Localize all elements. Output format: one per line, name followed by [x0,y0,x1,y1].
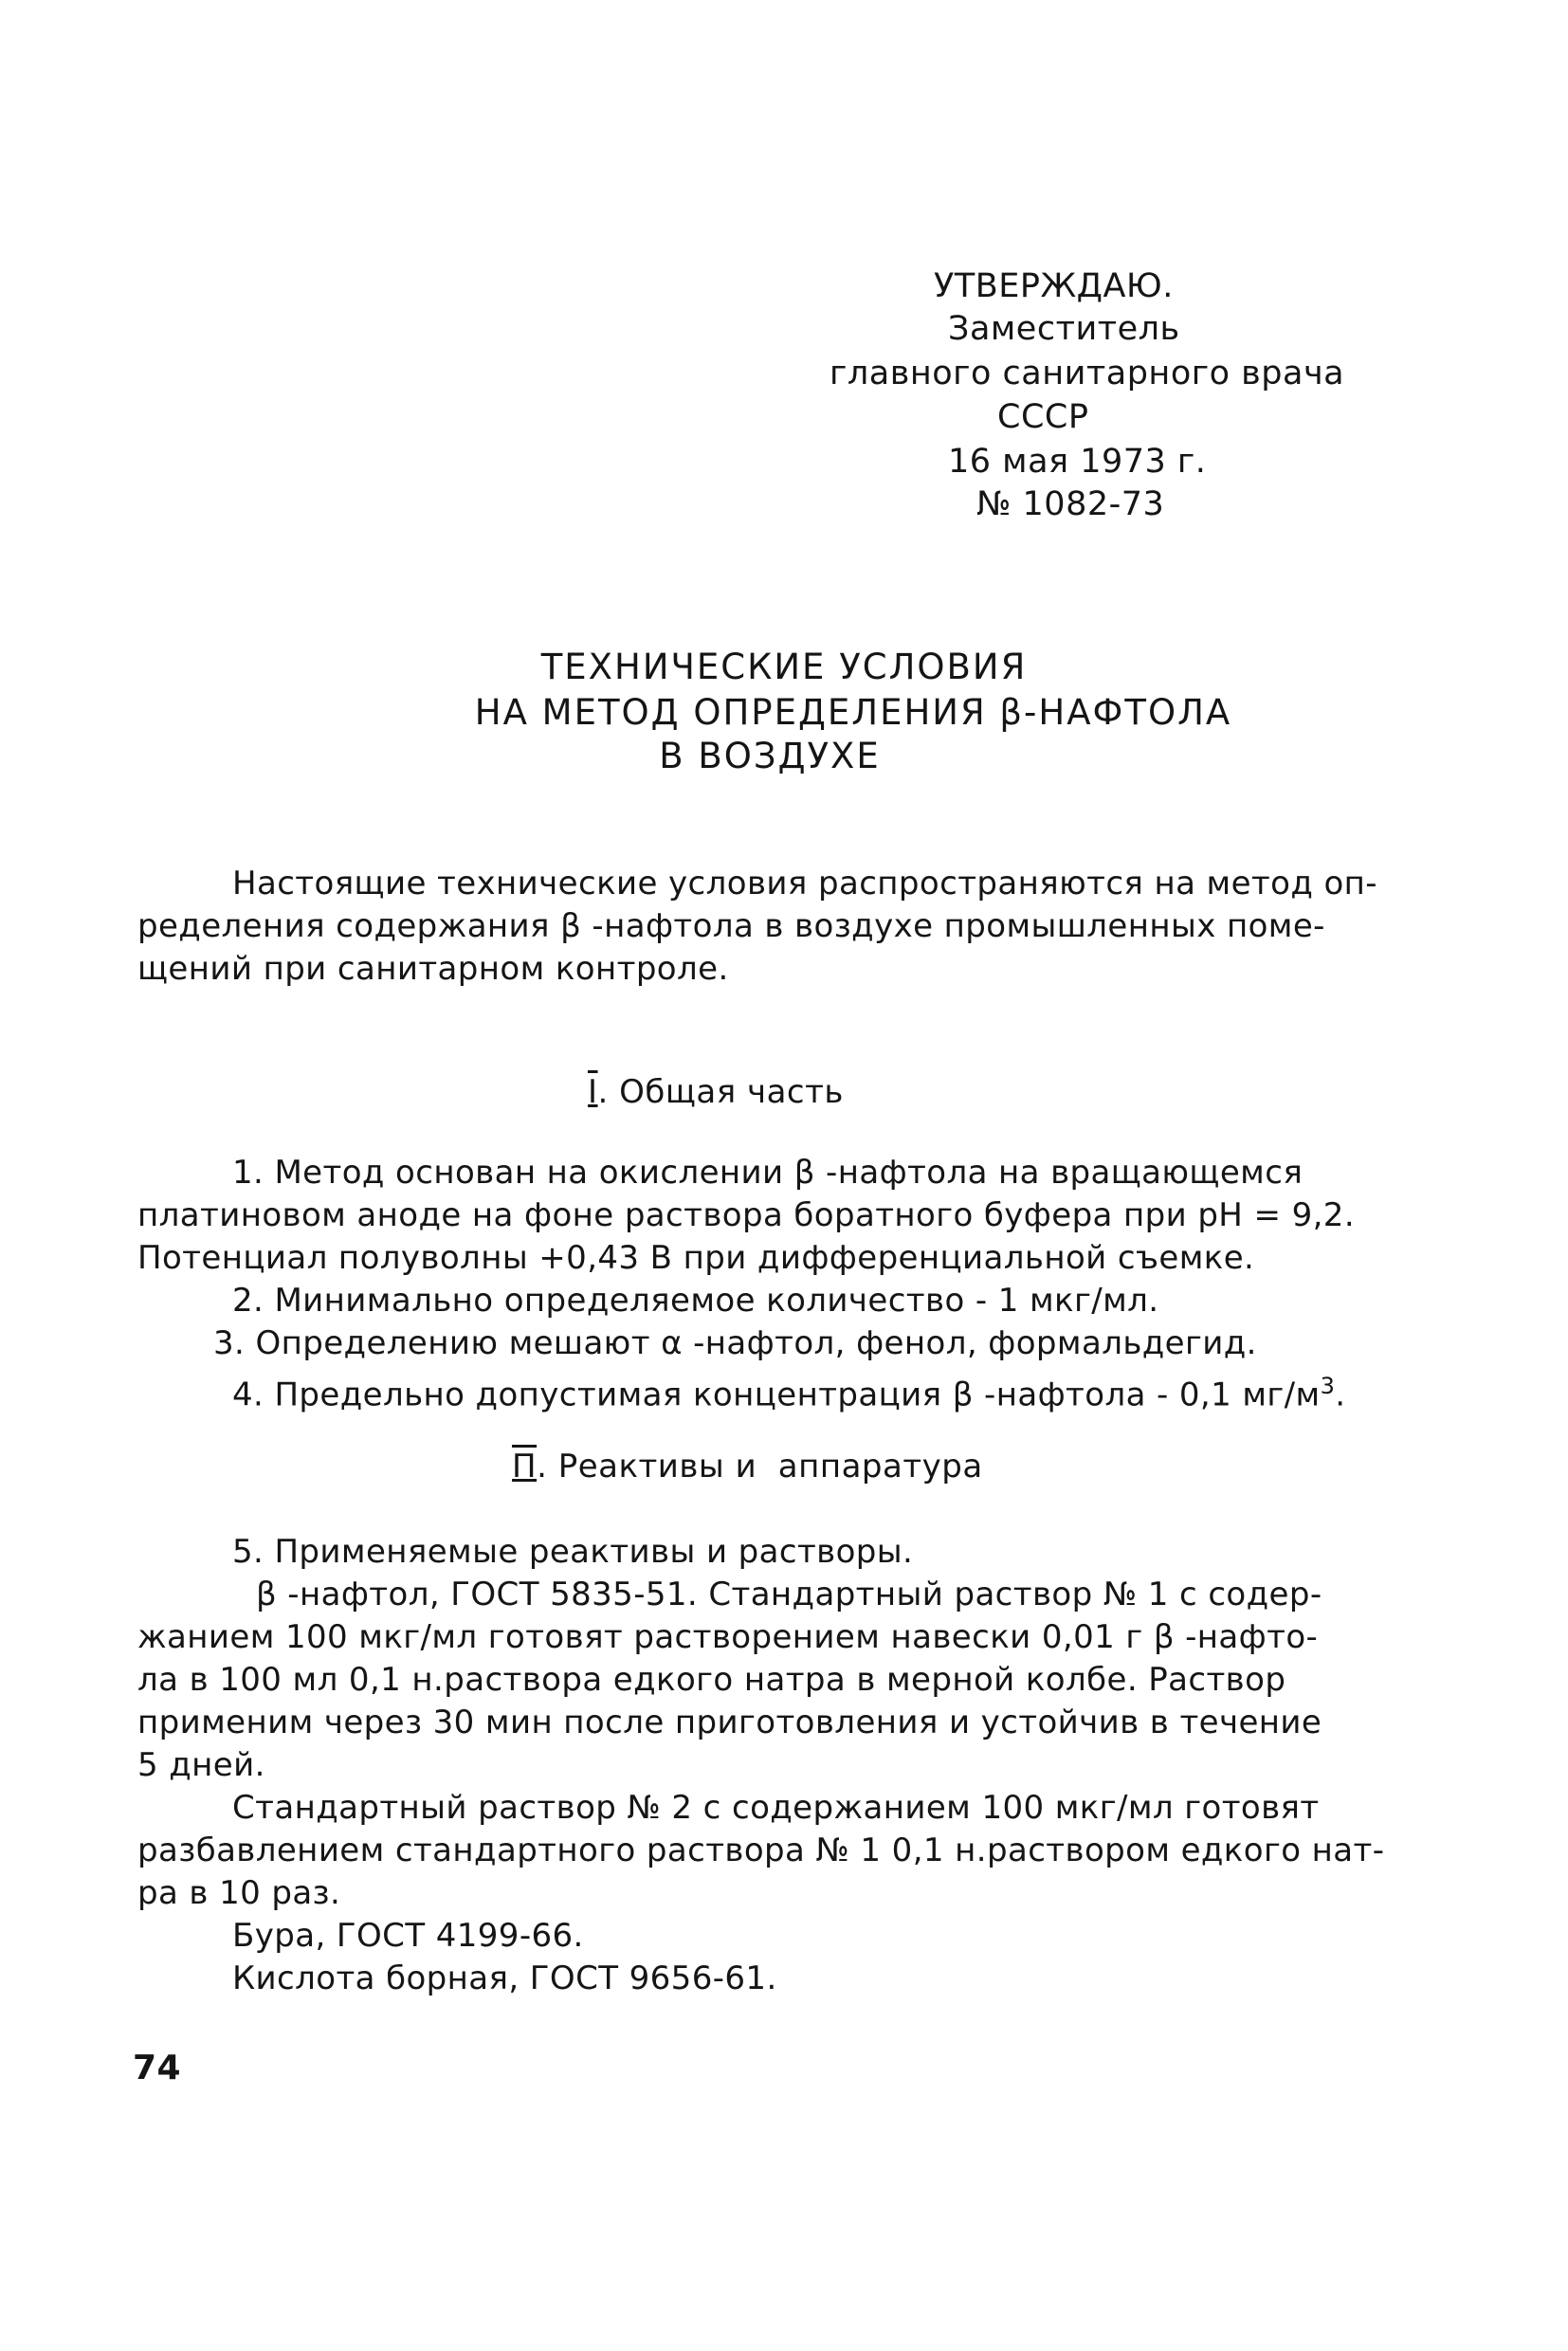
approval-deputy: Заместитель [948,310,1180,348]
standard-solution-line: ра в 10 раз. [137,1874,341,1912]
intro-paragraph [137,863,1427,991]
title-line-3: В ВОЗДУХЕ [659,736,881,776]
reagent-paragraph-line: β -нафтол, ГОСТ 5835-51. Стандартный раствор № 1 с содер- [256,1576,1322,1613]
title-line-2: НА МЕТОД ОПРЕДЕЛЕНИЯ β-НАФТОЛА [474,692,1232,733]
standard-solution-line: разбавлением стандартного раствора № 1 0,1 н.раствором едкого нат- [137,1832,1385,1869]
item-3: 3. Определению мешают α -нафтол, фенол, формальдегид. [213,1324,1257,1362]
item-2: 2. Минимально определяемое количество - 1 мкг/мл. [232,1282,1159,1320]
item-5: 5. Применяемые реактивы и растворы. [232,1533,914,1571]
title-line-1: ТЕХНИЧЕСКИЕ УСЛОВИЯ [540,647,1028,687]
section-1-body [137,1152,1427,1416]
reagent-paragraph-line: ла в 100 мл 0,1 н.раствора едкого натра в мерной колбе. Раствор [137,1661,1286,1699]
section-1-heading [588,1071,844,1113]
section-2-numeral: П [512,1448,538,1485]
section-2-heading [512,1446,983,1487]
item-1-line: 1. Метод основан на окислении β -нафтола на вращающемся [232,1154,1304,1192]
item-1-line: Потенциал полуволны +0,43 В при дифференциальной съемке. [137,1239,1255,1277]
section-1-numeral: I [588,1073,598,1111]
approval-heading: УТВЕРЖДАЮ. [934,267,1174,305]
item-4 [137,1365,1427,1416]
reagent-borax: Бура, ГОСТ 4199-66. [232,1917,584,1955]
standard-solution-line: Стандартный раствор № 2 с содержанием 100 мкг/мл готовят [232,1789,1320,1827]
intro-line: щений при санитарном контроле. [137,950,729,988]
reagent-paragraph-line: 5 дней. [137,1746,265,1784]
section-2-body [137,1531,1427,2000]
reagent-boric-acid: Кислота борная, ГОСТ 9656-61. [232,1959,777,1997]
approval-number: № 1082-73 [976,485,1165,523]
item-4-text: 4. Предельно допустимая концентрация β -нафтола - 0,1 мг/м [232,1376,1321,1414]
approval-country: СССР [997,398,1089,436]
section-1-title: . Общая часть [597,1073,844,1111]
intro-line: ределения содержания β -нафтола в воздухе промышленных поме- [137,907,1325,945]
page-number: 74 [133,2049,182,2087]
item-4-superscript: 3 [1320,1373,1336,1399]
intro-line: Настоящие технические условия распространяются на метод оп- [232,865,1377,902]
item-1-line: платиновом аноде на фоне раствора боратного буфера при pH = 9,2. [137,1196,1356,1234]
reagent-paragraph-line: жанием 100 мкг/мл готовят растворением навески 0,01 г β -нафто- [137,1618,1319,1656]
section-2-title: . Реактивы и аппаратура [537,1448,983,1485]
item-4-end: . [1335,1376,1346,1414]
reagent-paragraph-line: применим через 30 мин после приготовления и устойчив в течение [137,1704,1322,1741]
approval-position: главного санитарного врача [830,355,1345,392]
approval-date: 16 мая 1973 г. [948,443,1207,481]
